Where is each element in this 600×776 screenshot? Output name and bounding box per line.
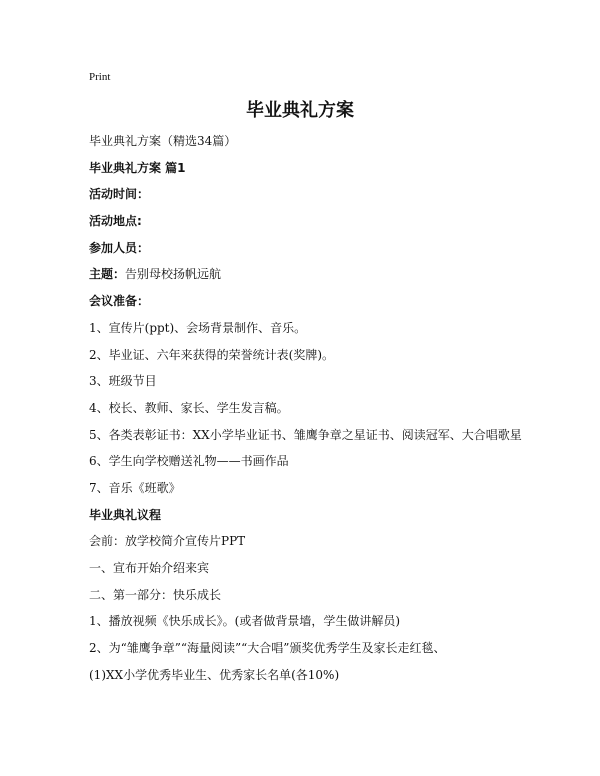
list-item: 3、班级节目 xyxy=(89,374,157,389)
field-participants: 参加人员： xyxy=(89,240,150,255)
paragraph-line: (1)XX小学优秀毕业生、优秀家长名单(各10%) xyxy=(89,667,340,682)
print-label: Print xyxy=(89,71,111,83)
subtitle-line: 毕业典礼方案（精选34篇） xyxy=(89,134,237,148)
list-item: 1、宣传片(ppt)、会场背景制作、音乐。 xyxy=(89,320,307,335)
paragraph-line: 一、宣布开始介绍来宾 xyxy=(89,561,210,575)
field-activity-time: 活动时间： xyxy=(89,187,150,202)
document-body xyxy=(89,128,569,688)
page-title: 毕业典礼方案 xyxy=(246,100,354,121)
theme-value: 告别母校扬帆远航 xyxy=(125,267,222,282)
field-theme xyxy=(89,261,569,288)
list-item: 4、校长、教师、家长、学生发言稿。 xyxy=(89,400,289,415)
agenda-heading: 毕业典礼议程 xyxy=(89,507,162,522)
list-item: 2、毕业证、六年来获得的荣誉统计表(奖牌)。 xyxy=(89,347,334,362)
paragraph-line: 1、播放视频《快乐成长》。(或者做背景墙，学生做讲解员) xyxy=(89,614,401,629)
theme-label: 主题： xyxy=(89,267,126,282)
list-item: 5、各类表彰证书：XX小学毕业证书、雏鹰争章之星证书、阅读冠军、大合唱歌星 xyxy=(89,427,522,442)
paragraph-line: 会前：放学校简介宣传片PPT xyxy=(89,534,246,549)
section-heading: 毕业典礼方案 篇1 xyxy=(89,160,186,175)
field-activity-location: 活动地点: xyxy=(89,214,142,229)
paragraph-line: 2、为“雏鹰争章”“海量阅读”“大合唱”颁奖优秀学生及家长走红毯、 xyxy=(89,641,446,656)
meeting-prep-heading: 会议准备： xyxy=(89,294,150,309)
list-item: 6、学生向学校赠送礼物——书画作品 xyxy=(89,454,289,469)
list-item: 7、音乐《班歌》 xyxy=(89,480,181,495)
paragraph-line: 二、第一部分：快乐成长 xyxy=(89,587,222,602)
